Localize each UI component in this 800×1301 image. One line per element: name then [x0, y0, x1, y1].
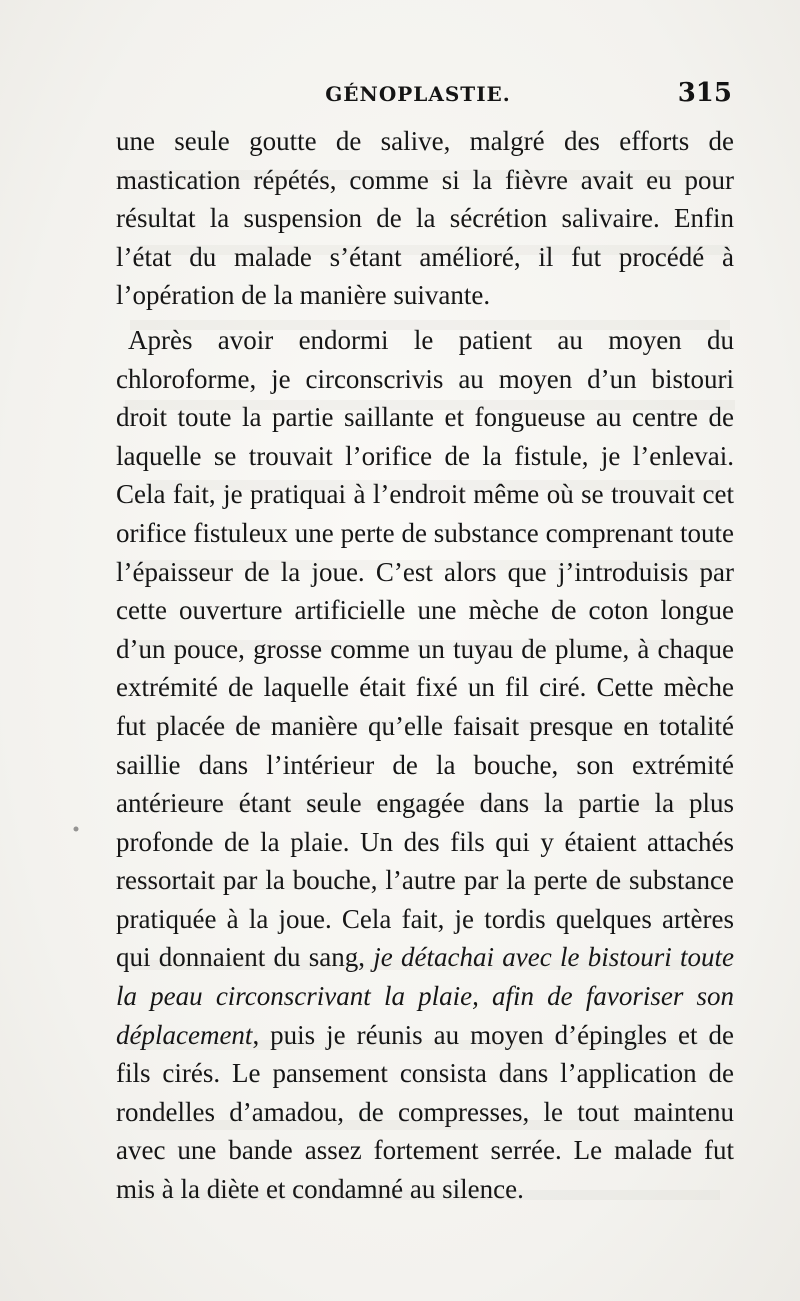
paragraph-2-text-end: , puis je réunis au moyen d’épingles et de fils cirés. Le pansement consista dans l’application de rondelles d’amadou, de compresses, le tout maintenu avec une bande assez fortement serrée. Le malade fut mis à la diète et condamné au silence. — [116, 1019, 734, 1205]
page-number: 315 — [677, 78, 732, 108]
paragraph-2 — [116, 321, 734, 1209]
paragraph-2-italic-passage: je détachai avec le bistouri toute la peau circonscrivant la plaie, afin de favoriser son déplacement — [116, 942, 734, 1050]
running-head — [100, 72, 736, 108]
paragraph-2-text-start: Après avoir endormi le patient au moyen du chloroforme, je circonscrivis au moyen d’un bistouri droit toute la partie saillante et fongueuse au centre de laquelle se trouvait l’orifice de la fistule, je l’enlevai. Cela fait, je pratiquai à l’endroit même où se trouvait cet orifice fistuleux une perte de substance comprenant toute l’épaisseur de la joue. C’est alors que j’introduisis par cette ouverture artificielle une mèche de coton longue d’un pouce, grosse comme un tuyau de plume, à chaque extrémité de laquelle était fixé un fil ciré. Cette mèche fut placée de manière qu’elle faisait presque en totalité saillie dans l’intérieur de la bouche, son extrémité antérieure étant seule engagée dans la partie la plus profonde de la plaie. Un des fils qui y étaient attachés ressortait par la bouche, l’autre par la perte de substance pratiquée à la joue. Cela fait, je tordis quelques artères qui donnaient du sang, — [116, 324, 734, 973]
running-head-title: GÉNOPLASTIE. — [325, 82, 511, 106]
paragraph-1: une seule goutte de salive, malgré des efforts de mastication répétés, comme si la fièvre avait eu pour résultat la suspension de la sécrétion salivaire. Enfin l’état du malade s’étant amélioré, il fut procédé à l’opération de la manière suivante. — [116, 126, 734, 311]
body-text — [116, 122, 734, 1209]
